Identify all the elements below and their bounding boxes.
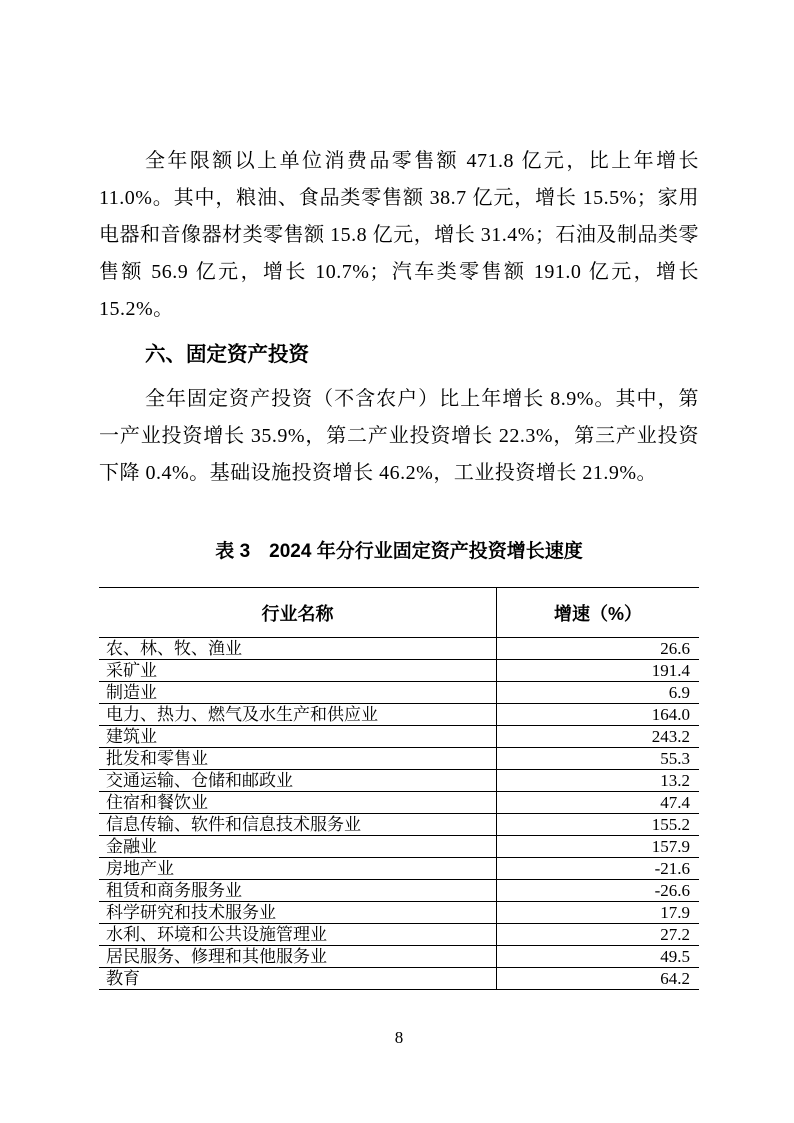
paragraph-fixed-investment: 全年固定资产投资（不含农户）比上年增长 8.9%。其中，第一产业投资增长 35.9%，第二产业投资增长 22.3%，第三产业投资下降 0.4%。基础设施投资增长 46.2%，工业投资增长 21.9%。	[99, 388, 699, 484]
table-row	[99, 858, 699, 880]
growth-value-cell: 191.4	[497, 660, 700, 682]
industry-name-cell: 住宿和餐饮业	[99, 792, 497, 814]
table-row	[99, 968, 699, 990]
growth-value-cell: 13.2	[497, 770, 700, 792]
growth-value-cell: 49.5	[497, 946, 700, 968]
table-row	[99, 770, 699, 792]
growth-value-cell: 164.0	[497, 704, 700, 726]
industry-name-cell: 教育	[99, 968, 497, 990]
industry-name-cell: 批发和零售业	[99, 748, 497, 770]
table-row	[99, 660, 699, 682]
industry-name-cell: 建筑业	[99, 726, 497, 748]
paragraph-consumer-retail: 全年限额以上单位消费品零售额 471.8 亿元，比上年增长 11.0%。其中，粮油、食品类零售额 38.7 亿元，增长 15.5%；家用电器和音像器材类零售额 15.8 亿元，增长 31.4%；石油及制品类零售额 56.9 亿元，增长 10.7%；汽车类零售额 191.0 亿元，增长 15.2%。	[99, 150, 699, 320]
table-header-industry: 行业名称	[99, 588, 497, 638]
table-row	[99, 682, 699, 704]
growth-value-cell: 26.6	[497, 638, 700, 660]
table-header-row	[99, 588, 699, 638]
growth-value-cell: -21.6	[497, 858, 700, 880]
table-row	[99, 946, 699, 968]
growth-value-cell: -26.6	[497, 880, 700, 902]
table-title: 表 3 2024 年分行业固定资产投资增长速度	[215, 541, 583, 562]
table-row	[99, 792, 699, 814]
industry-name-cell: 信息传输、软件和信息技术服务业	[99, 814, 497, 836]
growth-value-cell: 155.2	[497, 814, 700, 836]
table-row	[99, 836, 699, 858]
table-row	[99, 924, 699, 946]
table-row	[99, 748, 699, 770]
industry-name-cell: 居民服务、修理和其他服务业	[99, 946, 497, 968]
industry-name-cell: 农、林、牧、渔业	[99, 638, 497, 660]
growth-value-cell: 47.4	[497, 792, 700, 814]
industry-name-cell: 制造业	[99, 682, 497, 704]
table-body	[99, 638, 699, 990]
industry-name-cell: 交通运输、仓储和邮政业	[99, 770, 497, 792]
industry-name-cell: 金融业	[99, 836, 497, 858]
industry-name-cell: 租赁和商务服务业	[99, 880, 497, 902]
industry-name-cell: 水利、环境和公共设施管理业	[99, 924, 497, 946]
investment-growth-table	[99, 587, 699, 990]
industry-name-cell: 电力、热力、燃气及水生产和供应业	[99, 704, 497, 726]
table-row	[99, 880, 699, 902]
industry-name-cell: 科学研究和技术服务业	[99, 902, 497, 924]
growth-value-cell: 243.2	[497, 726, 700, 748]
section-heading-fixed-asset-investment: 六、固定资产投资	[145, 343, 309, 366]
growth-value-cell: 55.3	[497, 748, 700, 770]
page-number: 8	[394, 1028, 404, 1047]
table-row	[99, 726, 699, 748]
table-row	[99, 902, 699, 924]
table-header-growth: 增速（%）	[497, 588, 700, 638]
table-row	[99, 814, 699, 836]
growth-value-cell: 64.2	[497, 968, 700, 990]
table-row	[99, 704, 699, 726]
growth-value-cell: 157.9	[497, 836, 700, 858]
growth-value-cell: 17.9	[497, 902, 700, 924]
industry-name-cell: 采矿业	[99, 660, 497, 682]
table-row	[99, 638, 699, 660]
growth-value-cell: 27.2	[497, 924, 700, 946]
growth-value-cell: 6.9	[497, 682, 700, 704]
industry-name-cell: 房地产业	[99, 858, 497, 880]
